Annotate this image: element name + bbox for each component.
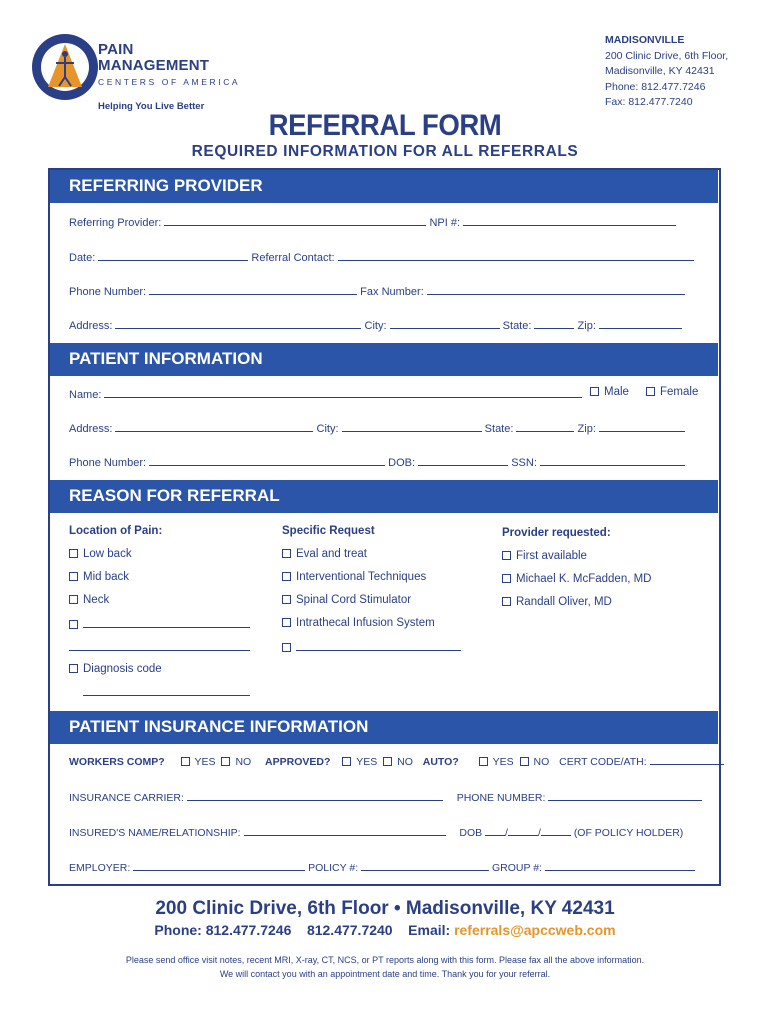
patient-zip-field[interactable]	[599, 421, 685, 432]
footer-contact	[0, 922, 770, 938]
office-fax: Fax: 812.477.7240	[605, 96, 693, 108]
location-of-pain-heading: Location of Pain:	[69, 525, 163, 537]
insurance-carrier-label: INSURANCE CARRIER:	[69, 792, 184, 804]
policy-label: POLICY #:	[308, 862, 359, 874]
section-patient-info-header: PATIENT INFORMATION	[50, 343, 718, 376]
insurance-carrier-row	[69, 790, 702, 804]
footer-fax: 812.477.7240	[306, 922, 393, 938]
provider-phone-row	[69, 284, 685, 298]
option-label: Intrathecal Infusion System	[296, 617, 435, 629]
patient-ssn-field[interactable]	[540, 455, 685, 466]
option-label: Eval and treat	[296, 548, 367, 560]
form-subtitle: REQUIRED INFORMATION FOR ALL REFERRALS	[191, 143, 579, 160]
referring-provider-label: Referring Provider:	[69, 217, 162, 229]
logo-name-line1: PAIN	[98, 41, 134, 58]
referral-contact-label: Referral Contact:	[251, 252, 335, 264]
male-checkbox-box[interactable]	[590, 387, 599, 396]
option-label: Low back	[83, 548, 132, 560]
office-address2: Madisonville, KY 42431	[605, 65, 715, 77]
diagnosis-code-label: Diagnosis code	[83, 663, 162, 675]
patient-state-label: State:	[484, 423, 514, 435]
diagnosis-code-field[interactable]	[83, 685, 250, 696]
referring-provider-row	[69, 215, 676, 229]
insured-name-label: INSURED'S NAME/RELATIONSHIP:	[69, 827, 241, 839]
patient-ssn-label: SSN:	[511, 457, 537, 469]
group-label: GROUP #:	[491, 862, 542, 874]
patient-zip-label: Zip:	[577, 423, 596, 435]
footer-email-link[interactable]: referrals@apccweb.com	[454, 922, 616, 938]
provider-zip-field[interactable]	[599, 318, 682, 329]
patient-name-label: Name:	[69, 389, 102, 401]
tagline: Helping You Live Better	[98, 101, 205, 112]
workers-comp-no-label: NO	[235, 756, 252, 768]
patient-address-field[interactable]	[115, 421, 313, 432]
provider-fax-field[interactable]	[427, 284, 685, 295]
checkbox-box[interactable]	[69, 549, 78, 558]
provider-fax-label: Fax Number:	[360, 286, 424, 298]
patient-name-row	[69, 387, 582, 401]
checkbox-box[interactable]	[282, 643, 291, 652]
option-label: Michael K. McFadden, MD	[516, 573, 652, 585]
request-interventional-techniques[interactable]	[282, 571, 426, 583]
provider-oliver[interactable]	[502, 596, 612, 608]
policy-holder-label: (OF POLICY HOLDER)	[573, 827, 684, 839]
insured-dob-label: DOB	[459, 827, 483, 839]
insured-dob-month[interactable]	[485, 825, 505, 836]
provider-phone-label: Phone Number:	[69, 286, 147, 298]
patient-phone-label: Phone Number:	[69, 457, 147, 469]
checkbox-box[interactable]	[282, 549, 291, 558]
provider-city-field[interactable]	[390, 318, 500, 329]
office-address1: 200 Clinic Drive, 6th Floor,	[605, 49, 729, 62]
office-name: MADISONVILLE	[605, 34, 685, 46]
option-label: Neck	[83, 594, 110, 606]
checkbox-box[interactable]	[502, 551, 511, 560]
checkbox-box[interactable]	[282, 572, 291, 581]
date-field[interactable]	[98, 250, 248, 261]
pain-location-other-field-2[interactable]	[69, 640, 250, 651]
workers-comp-yes-label: YES	[194, 756, 216, 768]
npi-field[interactable]	[463, 215, 676, 226]
patient-dob-label: DOB:	[388, 457, 416, 469]
request-eval-and-treat[interactable]	[282, 548, 367, 560]
approved-no-checkbox[interactable]	[383, 757, 392, 766]
pain-location-other[interactable]	[69, 617, 250, 631]
logo-name-line2: MANAGEMENT	[98, 57, 210, 74]
insurance-phone-field[interactable]	[548, 790, 702, 801]
checkbox-box[interactable]	[69, 620, 78, 629]
patient-address-row	[69, 421, 685, 435]
logo-name-line3: CENTERS OF AMERICA	[98, 77, 241, 87]
auto-no-checkbox[interactable]	[520, 757, 529, 766]
checkbox-box[interactable]	[69, 664, 78, 673]
auto-label: AUTO?	[422, 756, 459, 768]
date-label: Date:	[69, 252, 96, 264]
patient-dob-field[interactable]	[418, 455, 508, 466]
section-referring-provider-header: REFERRING PROVIDER	[50, 170, 718, 203]
insurance-phone-label: PHONE NUMBER:	[456, 792, 546, 804]
provider-address-row	[69, 318, 682, 332]
workers-comp-row	[69, 754, 724, 768]
checkbox-box[interactable]	[502, 574, 511, 583]
office-phone: Phone: 812.477.7246	[605, 80, 706, 93]
option-label: Interventional Techniques	[296, 571, 427, 583]
checkbox-box[interactable]	[502, 597, 511, 606]
patient-name-field[interactable]	[104, 387, 582, 398]
male-label: Male	[604, 386, 629, 398]
option-label: Randall Oliver, MD	[516, 596, 612, 608]
patient-city-field[interactable]	[342, 421, 482, 432]
checkbox-box[interactable]	[282, 618, 291, 627]
insurance-carrier-field[interactable]	[187, 790, 443, 801]
option-label: First available	[516, 550, 587, 562]
logo-wordmark	[98, 42, 209, 74]
pain-location-low-back[interactable]	[69, 548, 132, 560]
patient-phone-field[interactable]	[149, 455, 385, 466]
auto-no-label: NO	[533, 756, 550, 768]
footer-address: 200 Clinic Drive, 6th Floor • Madisonville, KY 42431	[155, 898, 615, 919]
female-label: Female	[660, 386, 699, 398]
patient-city-label: City:	[316, 423, 339, 435]
request-other-field[interactable]	[296, 640, 461, 651]
checkbox-box[interactable]	[69, 572, 78, 581]
pain-location-mid-back[interactable]	[69, 571, 129, 583]
patient-address-label: Address:	[69, 423, 113, 435]
employer-label: EMPLOYER:	[69, 862, 131, 874]
auto-yes-label: YES	[492, 756, 514, 768]
footer-note-line2: We will contact you with an appointment date and time. Thank you for your referral.	[219, 969, 551, 979]
employer-field[interactable]	[133, 860, 305, 871]
office-info	[605, 33, 728, 111]
footer-note-line1: Please send office visit notes, recent MRI, X-ray, CT, NCS, or PT reports along with this form. Please fax all the above information.	[125, 955, 645, 965]
request-intrathecal-infusion[interactable]	[282, 617, 435, 629]
checkbox-box[interactable]	[69, 595, 78, 604]
request-other[interactable]	[282, 640, 461, 654]
insured-dob-year[interactable]	[541, 825, 571, 836]
referral-form-box	[48, 168, 721, 886]
footer-phone: Phone: 812.477.7246	[154, 922, 292, 938]
group-field[interactable]	[545, 860, 695, 871]
request-spinal-cord-stimulator[interactable]	[282, 594, 411, 606]
referring-provider-field[interactable]	[164, 215, 426, 226]
employer-row	[69, 860, 695, 874]
female-checkbox-box[interactable]	[646, 387, 655, 396]
option-label: Spinal Cord Stimulator	[296, 594, 412, 606]
workers-comp-label: WORKERS COMP?	[69, 756, 165, 768]
referral-contact-field[interactable]	[338, 250, 694, 261]
pain-location-neck[interactable]	[69, 594, 109, 606]
footer-email-label: Email:	[408, 922, 451, 938]
footer-note	[0, 953, 770, 981]
approved-yes-checkbox[interactable]	[342, 757, 351, 766]
provider-address-field[interactable]	[115, 318, 361, 329]
option-label: Mid back	[83, 571, 130, 583]
pain-location-other-field[interactable]	[83, 617, 250, 628]
npi-label: NPI #:	[429, 217, 461, 229]
approved-label: APPROVED?	[265, 756, 331, 768]
section-insurance-header: PATIENT INSURANCE INFORMATION	[50, 711, 718, 744]
male-checkbox[interactable]	[590, 386, 629, 398]
provider-state-label: State:	[502, 320, 532, 332]
patient-state-field[interactable]	[516, 421, 574, 432]
provider-mcfadden[interactable]	[502, 573, 652, 585]
provider-phone-field[interactable]	[149, 284, 357, 295]
insured-name-field[interactable]	[244, 825, 446, 836]
provider-city-label: City:	[364, 320, 387, 332]
cert-code-label: CERT CODE/ATH:	[559, 756, 647, 768]
provider-first-available[interactable]	[502, 550, 587, 562]
policy-field[interactable]	[361, 860, 489, 871]
specific-request-heading: Specific Request	[282, 525, 375, 537]
female-checkbox[interactable]	[646, 386, 698, 398]
form-title: REFERRAL FORM	[268, 109, 502, 142]
approved-yes-label: YES	[356, 756, 378, 768]
diagnosis-code-line	[83, 685, 250, 699]
patient-phone-row	[69, 455, 685, 469]
approved-no-label: NO	[397, 756, 413, 768]
provider-requested-heading: Provider requested:	[502, 527, 611, 539]
section-reason-header: REASON FOR REFERRAL	[50, 480, 718, 513]
insured-name-row: INSURED'S NAME/RELATIONSHIP: DOB / / (OF POLICY HOLDER)	[69, 827, 684, 839]
insured-dob-day[interactable]	[508, 825, 538, 836]
pain-management-seal-logo	[30, 32, 100, 102]
checkbox-box[interactable]	[282, 595, 291, 604]
auto-yes-checkbox[interactable]	[479, 757, 488, 766]
pain-location-other-line2	[69, 640, 250, 654]
provider-state-field[interactable]	[534, 318, 574, 329]
provider-address-label: Address:	[69, 320, 113, 332]
provider-zip-label: Zip:	[577, 320, 596, 332]
cert-code-field[interactable]	[650, 754, 724, 765]
diagnosis-code-checkbox[interactable]	[69, 663, 162, 675]
date-row	[69, 250, 694, 264]
workers-comp-yes-checkbox[interactable]	[181, 757, 190, 766]
workers-comp-no-checkbox[interactable]	[221, 757, 230, 766]
